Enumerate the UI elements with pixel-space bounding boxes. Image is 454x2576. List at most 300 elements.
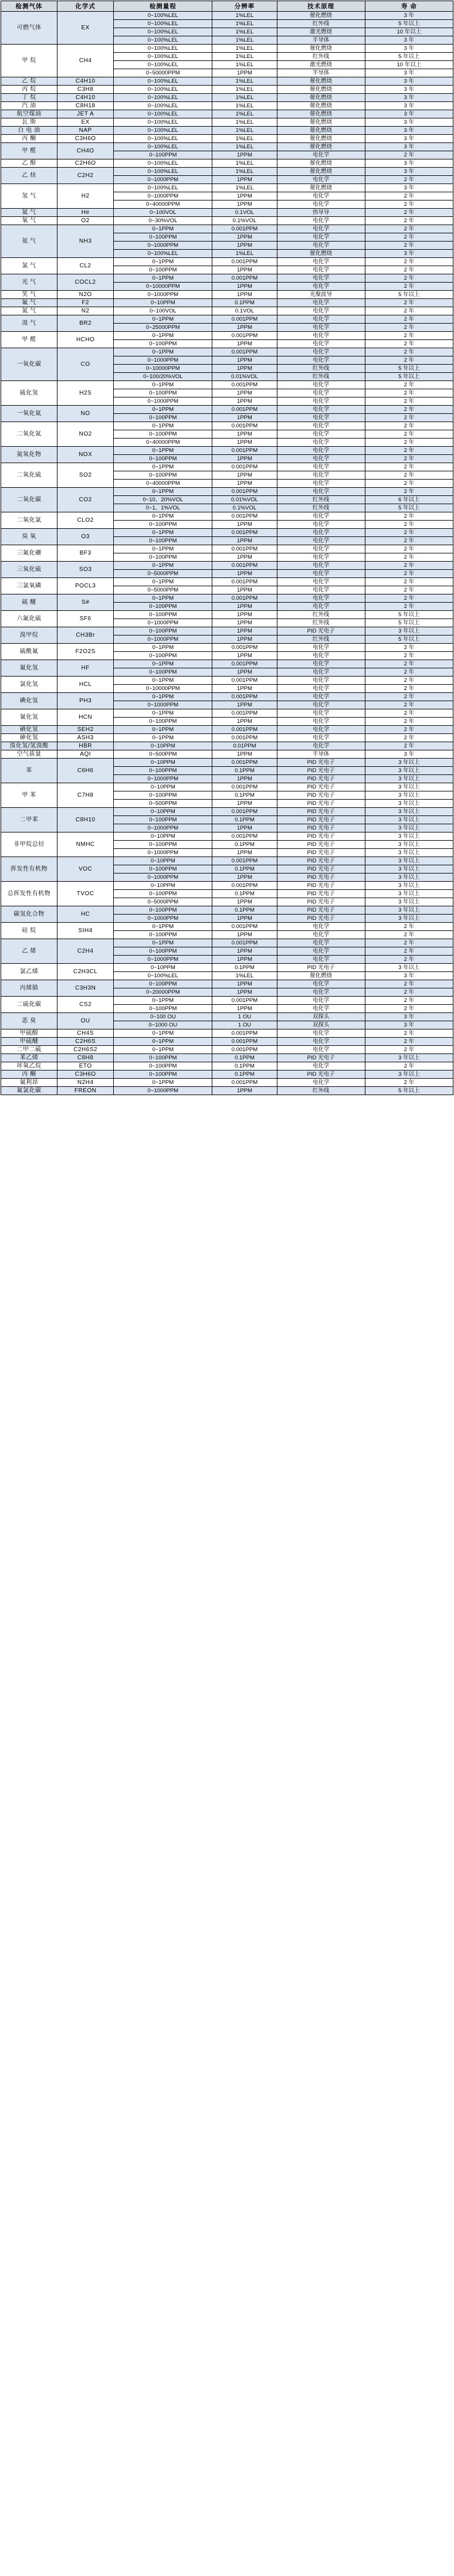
- cell-lifetime: 3 年以上: [365, 832, 453, 841]
- cell-resolution: 1%LEL: [212, 53, 277, 61]
- table-row: [1, 857, 453, 865]
- cell-technology: 催化燃烧: [277, 972, 365, 980]
- cell-range: 0~100PPM: [114, 791, 212, 800]
- cell-range: 0~100%LEL: [114, 61, 212, 69]
- cell-range: 0~1PPM: [114, 562, 212, 570]
- cell-formula: C2H6O: [57, 159, 114, 168]
- cell-resolution: 1%LEL: [212, 12, 277, 20]
- cell-gas-name: 三氯氧磷: [1, 578, 57, 594]
- cell-resolution: 0.001PPM: [212, 857, 277, 865]
- cell-technology: 红外线: [277, 373, 365, 381]
- cell-lifetime: 2 年: [365, 980, 453, 988]
- cell-technology: PID 光电子: [277, 906, 365, 915]
- cell-resolution: 1PPM: [212, 480, 277, 488]
- cell-technology: PID 光电子: [277, 857, 365, 865]
- cell-gas-name: 丙 烷: [1, 86, 57, 94]
- cell-range: 0~1000PPM: [114, 701, 212, 709]
- cell-resolution: 1%LEL: [212, 28, 277, 36]
- cell-resolution: 1PPM: [212, 635, 277, 644]
- cell-resolution: 1PPM: [212, 988, 277, 997]
- cell-gas-name: 氟 气: [1, 299, 57, 307]
- cell-range: 0~100PPM: [114, 537, 212, 545]
- cell-lifetime: 3 年以上: [365, 808, 453, 816]
- cell-lifetime: 3 年: [365, 250, 453, 258]
- cell-technology: 电化学: [277, 397, 365, 406]
- cell-technology: 电化学: [277, 923, 365, 931]
- cell-lifetime: 3 年以上: [365, 857, 453, 865]
- cell-gas-name: 甲硫醚: [1, 1038, 57, 1046]
- cell-lifetime: 2 年: [365, 685, 453, 693]
- cell-range: 0~10、20%VOL: [114, 496, 212, 504]
- cell-range: 0~100PPM: [114, 455, 212, 463]
- cell-technology: 催化燃烧: [277, 110, 365, 118]
- cell-range: 0~10PPM: [114, 857, 212, 865]
- cell-technology: 电化学: [277, 381, 365, 389]
- cell-range: 0~100PPM: [114, 521, 212, 529]
- cell-resolution: 1PPM: [212, 701, 277, 709]
- cell-lifetime: 2 年: [365, 217, 453, 225]
- table-row: [1, 307, 453, 315]
- cell-technology: PID 光电子: [277, 800, 365, 808]
- cell-range: 0~100VOL: [114, 209, 212, 217]
- cell-technology: 电化学: [277, 480, 365, 488]
- cell-resolution: 1%LEL: [212, 168, 277, 176]
- cell-gas-name: 硫 醚: [1, 594, 57, 611]
- cell-range: 0~100%LEL: [114, 77, 212, 86]
- cell-resolution: 1%LEL: [212, 45, 277, 53]
- cell-range: 0~100PPM: [114, 865, 212, 874]
- cell-resolution: 1PPM: [212, 439, 277, 447]
- cell-resolution: 1PPM: [212, 586, 277, 594]
- table-row: [1, 808, 453, 816]
- cell-range: 0~100PPM: [114, 652, 212, 660]
- cell-resolution: 0.001PPM: [212, 274, 277, 283]
- cell-range: 0~10PPM: [114, 808, 212, 816]
- cell-range: 0~100PPM: [114, 603, 212, 611]
- table-row: [1, 1013, 453, 1021]
- cell-resolution: 1%LEL: [212, 110, 277, 118]
- cell-range: 0~100PPM: [114, 414, 212, 422]
- cell-formula: O2: [57, 217, 114, 225]
- cell-formula: OU: [57, 1013, 114, 1029]
- cell-technology: 电化学: [277, 447, 365, 455]
- cell-technology: PID 光电子: [277, 865, 365, 874]
- cell-range: 0~1000PPM: [114, 176, 212, 184]
- cell-gas-name: 环氧乙烷: [1, 1062, 57, 1070]
- cell-technology: 电化学: [277, 217, 365, 225]
- cell-technology: 电化学: [277, 332, 365, 340]
- cell-gas-name: 氯乙烯: [1, 964, 57, 980]
- cell-gas-name: 氢 气: [1, 184, 57, 209]
- cell-range: 0~1000PPM: [114, 291, 212, 299]
- cell-lifetime: 2 年: [365, 258, 453, 266]
- cell-gas-name: 二氧化氯: [1, 512, 57, 529]
- cell-resolution: 1%LEL: [212, 972, 277, 980]
- cell-formula: FREON: [57, 1087, 114, 1095]
- cell-resolution: 1%LEL: [212, 94, 277, 102]
- cell-resolution: 0.1PPM: [212, 1062, 277, 1070]
- cell-range: 0~20000PPM: [114, 988, 212, 997]
- table-row: [1, 381, 453, 389]
- cell-lifetime: 3 年以上: [365, 906, 453, 915]
- cell-lifetime: 2 年: [365, 677, 453, 685]
- cell-lifetime: 3 年: [365, 118, 453, 127]
- cell-lifetime: 3 年以上: [365, 898, 453, 906]
- cell-resolution: 0.1PPM: [212, 816, 277, 824]
- cell-lifetime: 2 年: [365, 324, 453, 332]
- cell-range: 0~1000PPM: [114, 849, 212, 857]
- cell-lifetime: 3 年以上: [365, 890, 453, 898]
- cell-resolution: 1PPM: [212, 365, 277, 373]
- table-row: [1, 422, 453, 430]
- table-row: [1, 783, 453, 791]
- cell-resolution: 0.001PPM: [212, 783, 277, 791]
- cell-gas-name: 二甲苯: [1, 808, 57, 832]
- cell-technology: 电化学: [277, 266, 365, 274]
- cell-resolution: 1PPM: [212, 553, 277, 562]
- header-technology: 技术原理: [277, 1, 365, 12]
- table-row: [1, 217, 453, 225]
- table-row: [1, 660, 453, 668]
- cell-formula: HF: [57, 660, 114, 677]
- cell-formula: C2H3CL: [57, 964, 114, 980]
- cell-lifetime: 3 年: [365, 1013, 453, 1021]
- cell-resolution: 1PPM: [212, 69, 277, 77]
- table-row: [1, 1087, 453, 1095]
- cell-range: 0~1000PPM: [114, 397, 212, 406]
- cell-lifetime: 2 年: [365, 406, 453, 414]
- cell-gas-name: 氰化氢: [1, 709, 57, 726]
- cell-range: 0~1PPM: [114, 463, 212, 471]
- cell-technology: 激光燃烧: [277, 28, 365, 36]
- cell-range: 0~100%LEL: [114, 53, 212, 61]
- cell-resolution: 1PPM: [212, 340, 277, 348]
- cell-resolution: 0.001PPM: [212, 258, 277, 266]
- cell-resolution: 0.1VOL: [212, 209, 277, 217]
- cell-gas-name: 乙 炔: [1, 168, 57, 184]
- cell-formula: CH4O: [57, 143, 114, 159]
- cell-range: 0~40000PPM: [114, 480, 212, 488]
- cell-lifetime: 3 年: [365, 143, 453, 151]
- cell-resolution: 1%LEL: [212, 250, 277, 258]
- cell-resolution: 0.1PPM: [212, 906, 277, 915]
- cell-technology: PID 光电子: [277, 882, 365, 890]
- cell-resolution: 1%LEL: [212, 61, 277, 69]
- cell-technology: PID 光电子: [277, 841, 365, 849]
- table-row: [1, 274, 453, 283]
- table-row: [1, 964, 453, 972]
- cell-technology: 电化学: [277, 956, 365, 964]
- cell-lifetime: 2 年: [365, 512, 453, 521]
- cell-lifetime: 3 年以上: [365, 783, 453, 791]
- cell-resolution: 1PPM: [212, 151, 277, 159]
- cell-lifetime: 2 年: [365, 414, 453, 422]
- cell-lifetime: 2 年: [365, 586, 453, 594]
- cell-formula: He: [57, 209, 114, 217]
- table-row: [1, 299, 453, 307]
- cell-range: 0~1000PPM: [114, 874, 212, 882]
- cell-lifetime: 3 年: [365, 86, 453, 94]
- cell-resolution: 1%LEL: [212, 118, 277, 127]
- cell-range: 0~100PPM: [114, 1005, 212, 1013]
- cell-lifetime: 2 年: [365, 652, 453, 660]
- cell-lifetime: 2 年: [365, 463, 453, 471]
- cell-technology: PID 光电子: [277, 898, 365, 906]
- cell-technology: 电化学: [277, 315, 365, 324]
- cell-lifetime: 2 年: [365, 1046, 453, 1054]
- table-row: [1, 291, 453, 299]
- cell-range: 0~5000PPM: [114, 586, 212, 594]
- cell-lifetime: 3 年: [365, 1021, 453, 1029]
- table-row: [1, 168, 453, 176]
- cell-technology: 电化学: [277, 685, 365, 693]
- cell-range: 0~100PPM: [114, 841, 212, 849]
- cell-lifetime: 2 年: [365, 726, 453, 734]
- cell-range: 0~100PPM: [114, 340, 212, 348]
- cell-formula: C3H6O: [57, 135, 114, 143]
- cell-gas-name: 光 气: [1, 274, 57, 291]
- cell-technology: 电化学: [277, 463, 365, 471]
- cell-range: 0~1PPM: [114, 381, 212, 389]
- cell-range: 0~1PPM: [114, 406, 212, 414]
- cell-range: 0~1000PPM: [114, 824, 212, 832]
- cell-resolution: 0.1PPM: [212, 1054, 277, 1062]
- header-resolution: 分辨率: [212, 1, 277, 12]
- cell-technology: 电化学: [277, 537, 365, 545]
- cell-range: 0~10PPM: [114, 783, 212, 791]
- cell-technology: PID 光电子: [277, 767, 365, 775]
- cell-formula: NO2: [57, 422, 114, 447]
- cell-resolution: 1PPM: [212, 947, 277, 956]
- table-row: [1, 882, 453, 890]
- cell-range: 0~1PPM: [114, 734, 212, 742]
- cell-lifetime: 3 年: [365, 750, 453, 759]
- cell-formula: H2: [57, 184, 114, 209]
- cell-range: 0~1PPM: [114, 529, 212, 537]
- cell-resolution: 0.001PPM: [212, 332, 277, 340]
- cell-lifetime: 3 年以上: [365, 791, 453, 800]
- cell-technology: 催化燃烧: [277, 184, 365, 192]
- cell-technology: 电化学: [277, 931, 365, 939]
- cell-technology: PID 光电子: [277, 832, 365, 841]
- cell-range: 0~10PPM: [114, 299, 212, 307]
- cell-technology: 红外线: [277, 496, 365, 504]
- cell-gas-name: 六氟化硫: [1, 611, 57, 627]
- table-row: [1, 406, 453, 414]
- cell-resolution: 1PPM: [212, 389, 277, 397]
- cell-lifetime: 3 年: [365, 36, 453, 45]
- cell-technology: 电化学: [277, 151, 365, 159]
- table-row: [1, 45, 453, 53]
- cell-lifetime: 2 年: [365, 947, 453, 956]
- cell-range: 0~5000PPM: [114, 570, 212, 578]
- cell-gas-name: 苯: [1, 759, 57, 783]
- cell-range: 0~1PPM: [114, 726, 212, 734]
- cell-resolution: 1PPM: [212, 931, 277, 939]
- cell-lifetime: 3 年以上: [365, 627, 453, 635]
- table-row: [1, 348, 453, 356]
- cell-lifetime: 2 年: [365, 209, 453, 217]
- cell-technology: 电化学: [277, 652, 365, 660]
- cell-technology: 电化学: [277, 553, 365, 562]
- cell-resolution: 1PPM: [212, 824, 277, 832]
- cell-gas-name: 硅 烷: [1, 923, 57, 939]
- cell-resolution: 1PPM: [212, 570, 277, 578]
- table-row: [1, 1054, 453, 1062]
- cell-formula: NOX: [57, 447, 114, 463]
- cell-lifetime: 2 年: [365, 537, 453, 545]
- cell-resolution: 0.001PPM: [212, 660, 277, 668]
- cell-technology: 半导体: [277, 69, 365, 77]
- cell-resolution: 0.001PPM: [212, 381, 277, 389]
- cell-formula: POCL3: [57, 578, 114, 594]
- cell-resolution: 1PPM: [212, 849, 277, 857]
- cell-resolution: 0.001PPM: [212, 225, 277, 233]
- cell-resolution: 1PPM: [212, 1087, 277, 1095]
- table-row: [1, 997, 453, 1005]
- cell-technology: 电化学: [277, 594, 365, 603]
- cell-range: 0~100PPM: [114, 1070, 212, 1079]
- table-row: [1, 627, 453, 635]
- cell-resolution: 1PPM: [212, 291, 277, 299]
- cell-lifetime: 3 年以上: [365, 841, 453, 849]
- cell-lifetime: 2 年: [365, 192, 453, 200]
- cell-resolution: 1PPM: [212, 430, 277, 439]
- cell-formula: HCHO: [57, 332, 114, 348]
- cell-lifetime: 2 年: [365, 1079, 453, 1087]
- cell-technology: PID 光电子: [277, 1054, 365, 1062]
- cell-gas-name: 总挥发性有机物: [1, 882, 57, 906]
- cell-range: 0~100%LEL: [114, 168, 212, 176]
- cell-lifetime: 2 年: [365, 397, 453, 406]
- cell-range: 0~100PPM: [114, 718, 212, 726]
- cell-gas-name: 氮 气: [1, 307, 57, 315]
- cell-gas-name: 二氧化氮: [1, 422, 57, 447]
- cell-technology: 电化学: [277, 307, 365, 315]
- cell-lifetime: 2 年: [365, 956, 453, 964]
- cell-technology: 电化学: [277, 324, 365, 332]
- cell-formula: C2H6S2: [57, 1046, 114, 1054]
- cell-technology: 光聚波导: [277, 291, 365, 299]
- cell-lifetime: 2 年: [365, 266, 453, 274]
- cell-technology: 电化学: [277, 570, 365, 578]
- cell-lifetime: 2 年: [365, 1029, 453, 1038]
- cell-gas-name: 汽 油: [1, 102, 57, 110]
- cell-formula: HCL: [57, 677, 114, 693]
- cell-technology: 电化学: [277, 586, 365, 594]
- table-row: [1, 184, 453, 192]
- cell-formula: CO: [57, 348, 114, 381]
- table-row: [1, 750, 453, 759]
- cell-lifetime: 2 年: [365, 389, 453, 397]
- cell-resolution: 0.1PPM: [212, 767, 277, 775]
- cell-range: 0~5000PPM: [114, 898, 212, 906]
- cell-technology: 催化燃烧: [277, 143, 365, 151]
- cell-resolution: 1PPM: [212, 266, 277, 274]
- cell-technology: 电化学: [277, 677, 365, 685]
- cell-range: 0~100VOL: [114, 307, 212, 315]
- cell-gas-name: 丙 酮: [1, 135, 57, 143]
- table-row: [1, 939, 453, 947]
- cell-resolution: 1%LEL: [212, 127, 277, 135]
- cell-lifetime: 2 年: [365, 734, 453, 742]
- cell-technology: 电化学: [277, 200, 365, 209]
- cell-lifetime: 2 年: [365, 299, 453, 307]
- cell-formula: CH4: [57, 45, 114, 77]
- cell-formula: C7H8: [57, 783, 114, 808]
- cell-lifetime: 2 年: [365, 939, 453, 947]
- cell-resolution: 1PPM: [212, 1005, 277, 1013]
- cell-range: 0~100PPM: [114, 471, 212, 480]
- cell-range: 0~1000PPM: [114, 1087, 212, 1095]
- table-row: [1, 159, 453, 168]
- cell-resolution: 0.001PPM: [212, 677, 277, 685]
- cell-range: 0~100%LEL: [114, 20, 212, 28]
- cell-technology: 电化学: [277, 726, 365, 734]
- cell-resolution: 1 OU: [212, 1021, 277, 1029]
- table-row: [1, 94, 453, 102]
- cell-range: 0~100%LEL: [114, 36, 212, 45]
- table-row: [1, 709, 453, 718]
- cell-gas-name: 氦 气: [1, 209, 57, 217]
- cell-lifetime: 5 年以上: [365, 365, 453, 373]
- cell-resolution: 0.001PPM: [212, 447, 277, 455]
- cell-lifetime: 2 年: [365, 668, 453, 677]
- cell-formula: NH3: [57, 225, 114, 258]
- cell-range: 0~100PPM: [114, 931, 212, 939]
- cell-lifetime: 3 年: [365, 110, 453, 118]
- cell-technology: 电化学: [277, 980, 365, 988]
- cell-range: 0~100%LEL: [114, 118, 212, 127]
- cell-formula: SEH2: [57, 726, 114, 734]
- cell-resolution: 0.001PPM: [212, 512, 277, 521]
- cell-technology: 催化燃烧: [277, 127, 365, 135]
- cell-lifetime: 2 年: [365, 594, 453, 603]
- cell-gas-name: 白 电 油: [1, 127, 57, 135]
- cell-lifetime: 3 年: [365, 45, 453, 53]
- cell-range: 0~1PPM: [114, 315, 212, 324]
- table-row: [1, 594, 453, 603]
- cell-lifetime: 3 年: [365, 168, 453, 176]
- cell-formula: BR2: [57, 315, 114, 332]
- cell-formula: CO2: [57, 488, 114, 512]
- cell-formula: HCN: [57, 709, 114, 726]
- table-row: [1, 488, 453, 496]
- cell-formula: CH3Br: [57, 627, 114, 644]
- cell-range: 0~100PPM: [114, 668, 212, 677]
- cell-lifetime: 2 年: [365, 151, 453, 159]
- cell-range: 0~1000PPM: [114, 242, 212, 250]
- cell-technology: 电化学: [277, 414, 365, 422]
- cell-range: 0~1PPM: [114, 225, 212, 233]
- table-row: [1, 77, 453, 86]
- cell-lifetime: 3 年: [365, 127, 453, 135]
- cell-range: 0~1、1%VOL: [114, 504, 212, 512]
- cell-resolution: 1%LEL: [212, 102, 277, 110]
- cell-range: 0~1PPM: [114, 512, 212, 521]
- cell-range: 0~500PPM: [114, 800, 212, 808]
- cell-lifetime: 2 年: [365, 553, 453, 562]
- cell-range: 0~10000PPM: [114, 365, 212, 373]
- cell-range: 0~50000PPM: [114, 69, 212, 77]
- cell-resolution: 1PPM: [212, 471, 277, 480]
- table-row: [1, 529, 453, 537]
- cell-technology: 电化学: [277, 545, 365, 553]
- cell-range: 0~100%LEL: [114, 250, 212, 258]
- cell-lifetime: 2 年: [365, 570, 453, 578]
- table-row: [1, 677, 453, 685]
- cell-formula: BF3: [57, 545, 114, 562]
